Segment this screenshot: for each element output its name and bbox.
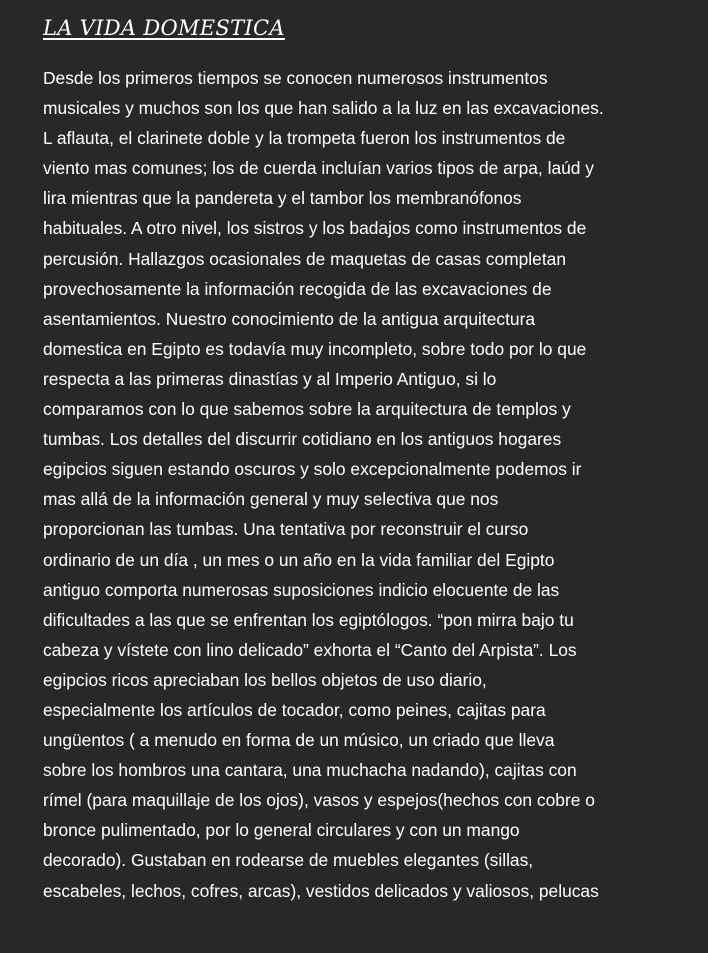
text-line: ordinario de un día , un mes o un año en la vida familiar del Egipto	[43, 549, 555, 570]
text-line: tumbas. Los detalles del discurrir cotidiano en los antiguos hogares	[43, 429, 562, 450]
text-line: musicales y muchos son los que han salido a la luz en las excavaciones.	[43, 98, 604, 119]
text-line: proporcionan las tumbas. Una tentativa por reconstruir el curso	[43, 519, 529, 540]
text-line: egipcios siguen estando oscuros y solo excepcionalmente podemos ir	[43, 459, 582, 480]
text-line: asentamientos. Nuestro conocimiento de la antigua arquitectura	[43, 308, 536, 329]
text-line: respecta a las primeras dinastías y al Imperio Antiguo, si lo	[43, 368, 497, 389]
text-line: viento mas comunes; los de cuerda incluían varios tipos de arpa, laúd y	[43, 158, 595, 179]
body-paragraph	[43, 63, 683, 906]
text-line: mas allá de la información general y muy selectiva que nos	[43, 489, 499, 510]
text-line: L aflauta, el clarinete doble y la trompeta fueron los instrumentos de	[43, 128, 566, 149]
text-line: ungüentos ( a menudo en forma de un músico, un criado que lleva	[43, 730, 555, 751]
text-line: bronce pulimentado, por lo general circulares y con un mango	[43, 820, 520, 841]
text-line: egipcios ricos apreciaban los bellos objetos de uso diario,	[43, 669, 487, 690]
text-line: domestica en Egipto es todavía muy incompleto, sobre todo por lo que	[43, 338, 587, 359]
text-line: especialmente los artículos de tocador, como peines, cajitas para	[43, 699, 546, 720]
text-line: percusión. Hallazgos ocasionales de maquetas de casas completan	[43, 248, 566, 269]
document-title: LA VIDA DOMESTICA	[43, 16, 285, 40]
text-line: antiguo comporta numerosas suposiciones indicio elocuente de las	[43, 579, 560, 600]
text-line: habituales. A otro nivel, los sistros y los badajos como instrumentos de	[43, 218, 587, 239]
text-line: dificultades a las que se enfrentan los egiptólogos. “pon mirra bajo tu	[43, 609, 574, 630]
text-line: lira mientras que la pandereta y el tambor los membranófonos	[43, 188, 522, 209]
text-line: sobre los hombros una cantara, una muchacha nadando), cajitas con	[43, 760, 577, 781]
text-line: escabeles, lechos, cofres, arcas), vestidos delicados y valiosos, pelucas	[43, 880, 599, 901]
text-line: decorado). Gustaban en rodearse de muebles elegantes (sillas,	[43, 850, 534, 871]
text-line: Desde los primeros tiempos se conocen numerosos instrumentos	[43, 68, 548, 88]
text-line: provechosamente la información recogida de las excavaciones de	[43, 278, 552, 299]
text-line: cabeza y vístete con lino delicado” exhorta el “Canto del Arpista”. Los	[43, 639, 577, 660]
text-line: rímel (para maquillaje de los ojos), vasos y espejos(hechos con cobre o	[43, 790, 595, 811]
text-line: comparamos con lo que sabemos sobre la arquitectura de templos y	[43, 399, 571, 420]
